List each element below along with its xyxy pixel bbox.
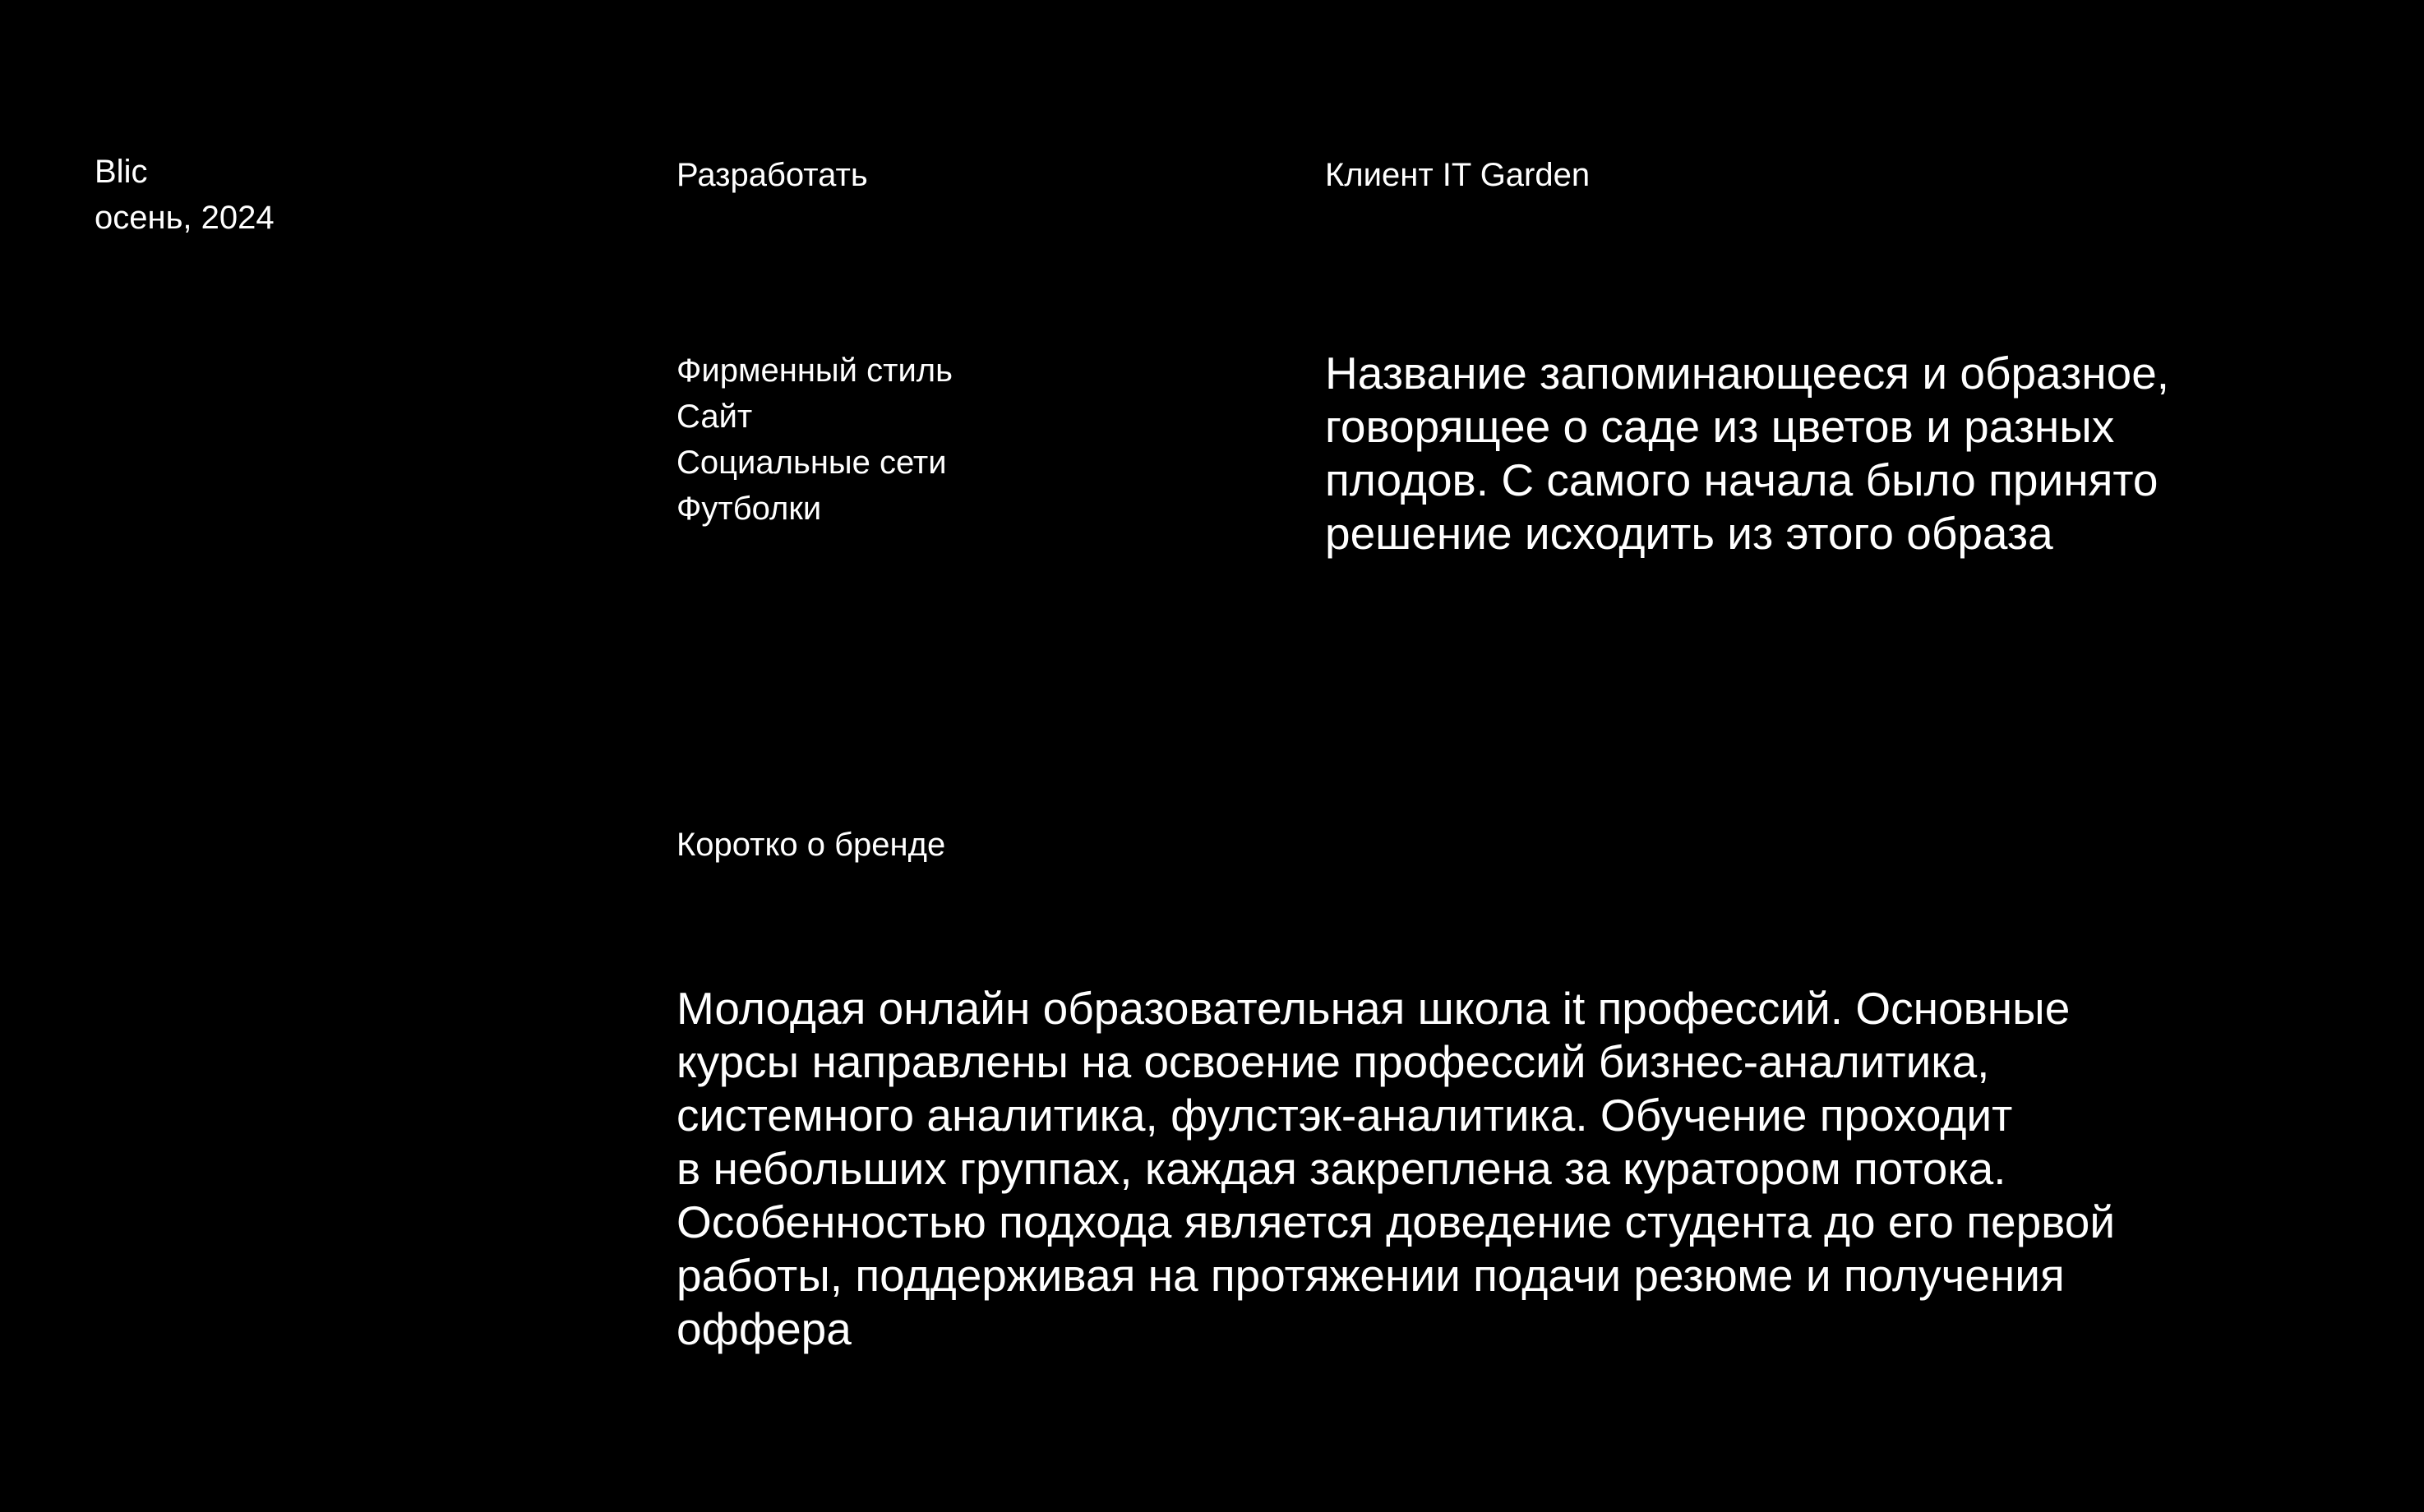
brand-description-line: работы, поддерживая на протяжении подачи резюме и получения <box>676 1250 2065 1301</box>
deliverables-list <box>676 348 953 532</box>
brand-description-line: системного аналитика, фулстэк-аналитика. Обучение проходит <box>676 1090 2013 1141</box>
list-item: Футболки <box>676 491 822 527</box>
list-item: Социальные сети <box>676 445 947 481</box>
client-description-line: Название запоминающееся и образное, <box>1325 348 2170 399</box>
project-date: осень, 2024 <box>95 200 275 236</box>
studio-name: Blic <box>95 154 148 190</box>
brand-description-line: Молодая онлайн образовательная школа it профессий. Основные <box>676 983 2071 1034</box>
brand-heading: Коротко о бренде <box>676 827 946 863</box>
brand-description <box>676 982 2115 1356</box>
client-description <box>1325 347 2169 560</box>
client-description-line: решение исходить из этого образа <box>1325 508 2053 559</box>
brand-description-line: Особенностью подхода является доведение студента до его первой <box>676 1196 2116 1247</box>
develop-heading: Разработать <box>676 157 868 193</box>
list-item: Фирменный стиль <box>676 353 953 389</box>
brand-description-line: оффера <box>676 1303 852 1354</box>
client-label: Клиент IT Garden <box>1325 157 1591 193</box>
list-item: Сайт <box>676 399 753 435</box>
client-description-line: плодов. С самого начала было принято <box>1325 454 2159 505</box>
brand-description-line: в небольших группах, каждая закреплена за куратором потока. <box>676 1143 2006 1194</box>
studio-info <box>95 149 275 241</box>
brand-description-line: курсы направлены на освоение профессий бизнес-аналитика, <box>676 1036 1990 1087</box>
client-description-line: говорящее о саде из цветов и разных <box>1325 401 2115 452</box>
